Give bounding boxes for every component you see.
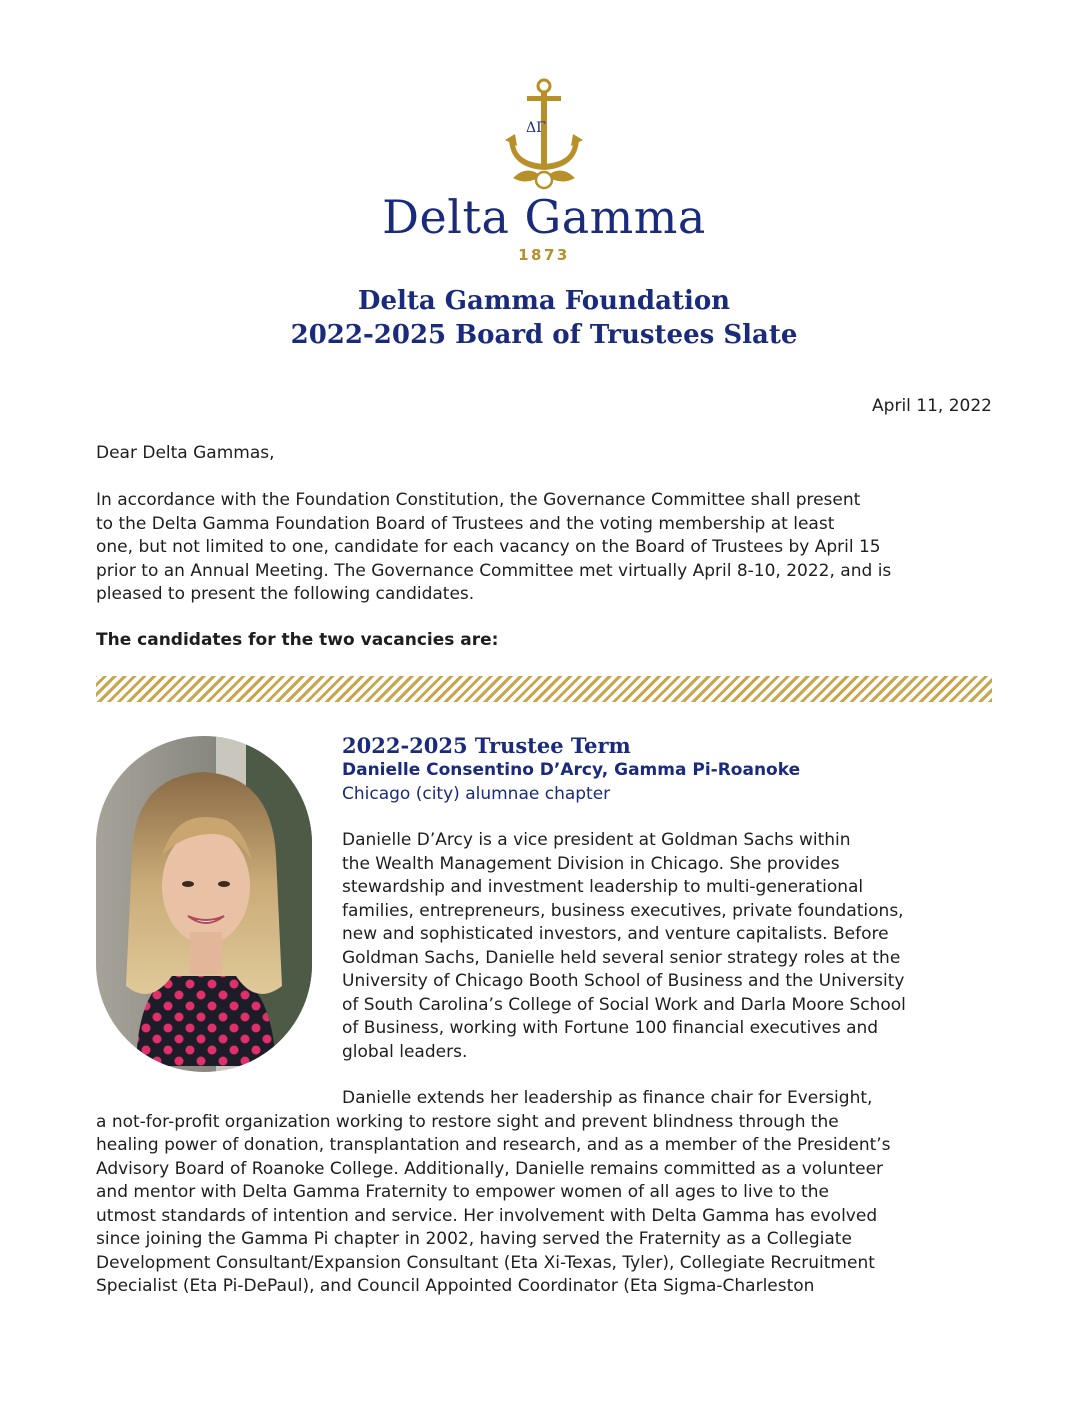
bio-line: Specialist (Eta Pi-DePaul), and Council Appointed Coordinator (Eta Sigma-Charleston xyxy=(96,1276,815,1296)
intro-line: to the Delta Gamma Foundation Board of Trustees and the voting membership at least xyxy=(96,513,835,534)
bio-line: of South Carolina’s College of Social Work and Darla Moore School xyxy=(342,994,906,1015)
bio-line: a not-for-profit organization working to restore sight and prevent blindness through the xyxy=(96,1111,839,1132)
bio-line: new and sophisticated investors, and venture capitalists. Before xyxy=(342,924,889,944)
bio-line: and mentor with Delta Gamma Fraternity to empower women of all ages to live to the xyxy=(96,1182,829,1202)
intro-line: pleased to present the following candidates. xyxy=(96,584,475,604)
decorative-stripe-divider xyxy=(96,676,992,702)
candidate-bio-paragraph-2 xyxy=(96,1087,996,1299)
intro-line: In accordance with the Foundation Constitution, the Governance Committee shall present xyxy=(96,490,861,510)
logo-wordmark: Delta Gamma xyxy=(382,190,706,244)
anchor-icon xyxy=(499,78,589,194)
greeting: Dear Delta Gammas, xyxy=(96,443,275,463)
intro-line: one, but not limited to one, candidate for each vacancy on the Board of Trustees by April 15 xyxy=(96,537,881,557)
bio-line: of Business, working with Fortune 100 financial executives and xyxy=(342,1018,879,1038)
bio-line: Advisory Board of Roanoke College. Additionally, Danielle remains committed as a volunteer xyxy=(96,1158,884,1179)
bio-line: Development Consultant/Expansion Consultant (Eta Xi-Texas, Tyler), Collegiate Recruitment xyxy=(96,1252,875,1273)
candidate-name: Danielle Consentino D’Arcy, Gamma Pi-Roanoke xyxy=(342,760,801,780)
delta-gamma-logo xyxy=(0,78,1088,194)
logo-year: 1873 xyxy=(518,246,570,264)
bio-line: stewardship and investment leadership to multi-generational xyxy=(342,877,864,897)
candidate-portrait-image xyxy=(96,736,312,1072)
bio-line: Danielle extends her leadership as finance chair for Eversight, xyxy=(342,1088,873,1108)
vacancies-heading: The candidates for the two vacancies are: xyxy=(96,630,499,650)
bio-line: Danielle D’Arcy is a vice president at Goldman Sachs within xyxy=(342,830,851,850)
candidate-chapter: Chicago (city) alumnae chapter xyxy=(342,784,611,804)
bio-line: global leaders. xyxy=(342,1041,468,1062)
page-subtitle: 2022-2025 Board of Trustees Slate xyxy=(290,320,798,350)
bio-line: University of Chicago Booth School of Business and the University xyxy=(342,971,905,991)
bio-line: utmost standards of intention and service. Her involvement with Delta Gamma has evolved xyxy=(96,1205,878,1226)
candidate-photo xyxy=(96,736,312,1072)
bio-line: since joining the Gamma Pi chapter in 2002, having served the Fraternity as a Collegiate xyxy=(96,1229,852,1249)
bio-line: families, entrepreneurs, business executives, private foundations, xyxy=(342,900,904,921)
intro-paragraph xyxy=(96,489,996,607)
bio-line: Goldman Sachs, Danielle held several senior strategy roles at the xyxy=(342,947,901,968)
intro-line: prior to an Annual Meeting. The Governance Committee met virtually April 8-10, 2022, and is xyxy=(96,560,892,581)
page-title: Delta Gamma Foundation xyxy=(357,286,731,316)
logo-monogram: ΔΓ xyxy=(526,120,546,136)
candidate-bio-paragraph xyxy=(342,829,992,1064)
candidate-term: 2022-2025 Trustee Term xyxy=(342,733,631,758)
letter-date: April 11, 2022 xyxy=(872,396,992,416)
bio-line: the Wealth Management Division in Chicago. She provides xyxy=(342,853,840,874)
bio-line: healing power of donation, transplantation and research, and as a member of the President’s xyxy=(96,1135,891,1155)
